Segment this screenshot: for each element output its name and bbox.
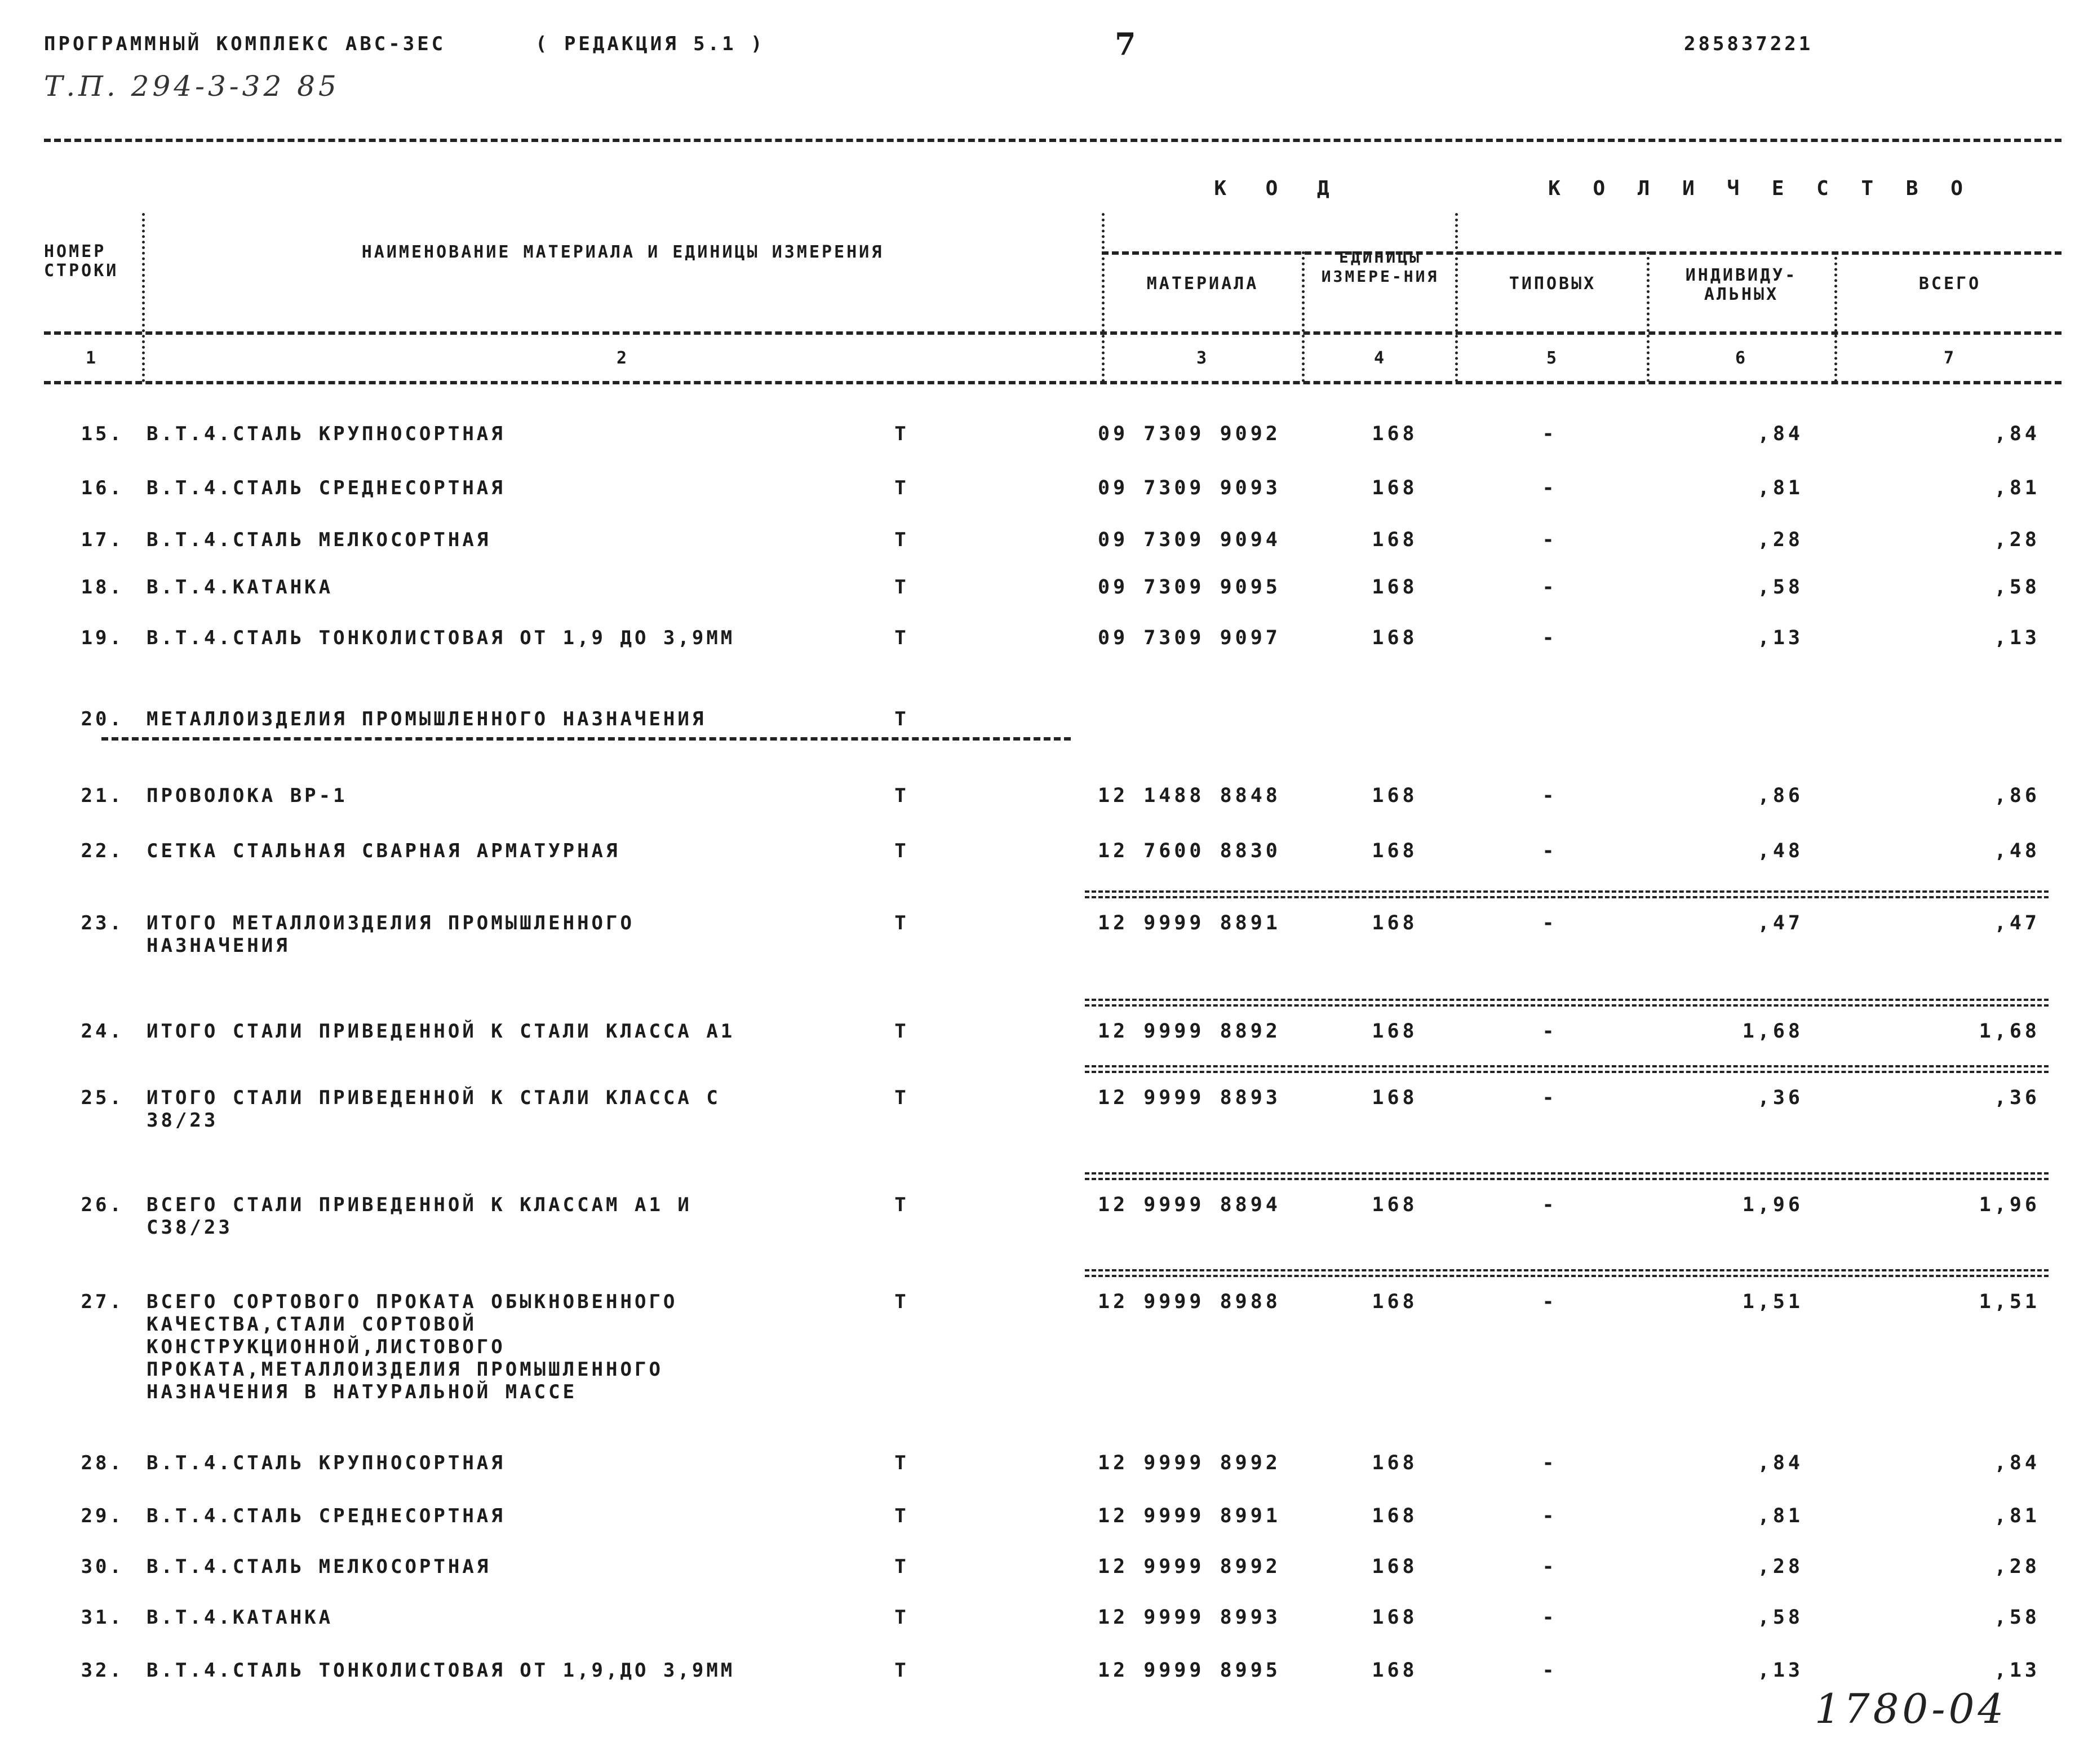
total-separator <box>1085 1172 2049 1180</box>
header-individual: ИНДИВИДУ-АЛЬНЫХ <box>1685 265 1798 304</box>
material-code: 12 1488 8848 <box>1098 785 1281 807</box>
material-name-line: НАЗНАЧЕНИЯ В НАТУРАЛЬНОЙ МАССЕ <box>147 1381 578 1403</box>
material-code: 12 9999 8893 <box>1098 1087 1281 1109</box>
header-row-number: НОМЕР СТРОКИ <box>44 242 119 281</box>
material-name <box>147 1452 506 1474</box>
unit-code: 168 <box>1372 529 1418 551</box>
page-number: 7 <box>1115 26 1136 62</box>
colnum-7: 7 <box>1943 348 1957 368</box>
individual-qty: ,36 <box>1757 1087 1803 1109</box>
typical-qty: - <box>1542 529 1558 551</box>
unit-symbol: Т <box>894 1291 909 1313</box>
total-qty: ,13 <box>1994 627 2040 649</box>
total-qty: ,36 <box>1994 1087 2040 1109</box>
total-qty: ,58 <box>1994 1606 2040 1629</box>
unit-symbol: Т <box>894 1606 909 1629</box>
total-separator <box>1085 890 2049 898</box>
row-number: 18. <box>81 576 124 599</box>
table-top-border <box>44 139 2061 142</box>
document-code: 285837221 <box>1684 33 1814 55</box>
colnum-4: 4 <box>1373 348 1387 368</box>
individual-qty: 1,96 <box>1742 1194 1803 1216</box>
header-bottom-border <box>44 331 2061 335</box>
material-name <box>147 1659 735 1682</box>
colnum-6: 6 <box>1735 348 1748 368</box>
colnum-1: 1 <box>85 348 99 368</box>
material-name <box>147 785 348 807</box>
unit-symbol: Т <box>894 423 909 445</box>
material-name-line: С38/23 <box>147 1216 233 1239</box>
row-number: 25. <box>81 1087 124 1109</box>
material-code: 09 7309 9097 <box>1098 627 1281 649</box>
typical-qty: - <box>1542 1606 1558 1629</box>
colnum-5: 5 <box>1546 348 1559 368</box>
material-code: 12 9999 8992 <box>1098 1555 1281 1578</box>
material-name-line: ПРОВОЛОКА ВР-1 <box>147 785 348 807</box>
program-title: ПРОГРАММНЫЙ КОМПЛЕКС АВС-3ЕС <box>44 33 446 55</box>
total-qty: ,47 <box>1994 912 2040 934</box>
total-qty: ,84 <box>1994 423 2040 445</box>
material-name-line: КОНСТРУКЦИОННОЙ,ЛИСТОВОГО <box>147 1336 506 1358</box>
unit-symbol: Т <box>894 1194 909 1216</box>
total-qty: ,84 <box>1994 1452 2040 1474</box>
material-name <box>147 840 620 862</box>
material-code: 12 9999 8991 <box>1098 1505 1281 1527</box>
material-name-line: В.Т.4.СТАЛЬ КРУПНОСОРТНАЯ <box>147 423 506 445</box>
unit-symbol: Т <box>894 785 909 807</box>
material-code: 12 9999 8892 <box>1098 1020 1281 1043</box>
row-number: 31. <box>81 1606 124 1629</box>
row-number: 28. <box>81 1452 124 1474</box>
material-code: 12 9999 8894 <box>1098 1194 1281 1216</box>
unit-code: 168 <box>1372 1291 1418 1313</box>
unit-symbol: Т <box>894 912 909 934</box>
unit-code: 168 <box>1372 1087 1418 1109</box>
unit-symbol: Т <box>894 1087 909 1109</box>
individual-qty: ,84 <box>1757 1452 1803 1474</box>
individual-qty: ,58 <box>1757 576 1803 599</box>
material-name-line: В.Т.4.КАТАНКА <box>147 1606 334 1629</box>
material-code: 12 9999 8891 <box>1098 912 1281 934</box>
material-name-line: В.Т.4.СТАЛЬ МЕЛКОСОРТНАЯ <box>147 529 491 551</box>
col-sep-5 <box>1647 251 1650 382</box>
material-name-line: НАЗНАЧЕНИЯ <box>147 934 290 957</box>
total-separator <box>1085 999 2049 1007</box>
material-name <box>147 529 491 551</box>
typical-qty: - <box>1542 785 1558 807</box>
material-name-line: ПРОКАТА,МЕТАЛЛОИЗДЕЛИЯ ПРОМЫШЛЕННОГО <box>147 1358 663 1381</box>
unit-symbol: Т <box>894 529 909 551</box>
material-name-line: СЕТКА СТАЛЬНАЯ СВАРНАЯ АРМАТУРНАЯ <box>147 840 620 862</box>
typical-qty: - <box>1542 912 1558 934</box>
total-qty: 1,68 <box>1979 1020 2040 1043</box>
total-qty: ,58 <box>1994 576 2040 599</box>
header-typical: ТИПОВЫХ <box>1509 274 1597 294</box>
handwritten-sheet-number: 1780-04 <box>1815 1685 2007 1732</box>
material-name-line: В.Т.4.КАТАНКА <box>147 576 334 599</box>
col-sep-4 <box>1455 213 1458 382</box>
row-number: 20. <box>81 708 124 730</box>
unit-code: 168 <box>1372 627 1418 649</box>
material-name <box>147 912 635 957</box>
row-number: 30. <box>81 1555 124 1578</box>
typical-qty: - <box>1542 1659 1558 1682</box>
individual-qty: 1,68 <box>1742 1020 1803 1043</box>
unit-code: 168 <box>1372 423 1418 445</box>
individual-qty: ,81 <box>1757 477 1803 499</box>
individual-qty: ,13 <box>1757 1659 1803 1682</box>
row-number: 21. <box>81 785 124 807</box>
material-name <box>147 477 506 499</box>
material-code: 09 7309 9092 <box>1098 423 1281 445</box>
row-number: 22. <box>81 840 124 862</box>
unit-symbol: Т <box>894 1452 909 1474</box>
typical-qty: - <box>1542 1452 1558 1474</box>
typical-qty: - <box>1542 1555 1558 1578</box>
header-total: ВСЕГО <box>1918 274 1981 294</box>
unit-symbol: Т <box>894 477 909 499</box>
row-number: 26. <box>81 1194 124 1216</box>
material-code: 12 9999 8995 <box>1098 1659 1281 1682</box>
individual-qty: ,81 <box>1757 1505 1803 1527</box>
unit-code: 168 <box>1372 912 1418 934</box>
unit-symbol: Т <box>894 1659 909 1682</box>
unit-symbol: Т <box>894 1020 909 1043</box>
material-name <box>147 1087 721 1132</box>
material-name-line: В.Т.4.СТАЛЬ СРЕДНЕСОРТНАЯ <box>147 1505 506 1527</box>
material-name-line: ИТОГО СТАЛИ ПРИВЕДЕННОЙ К СТАЛИ КЛАССА С <box>147 1087 721 1109</box>
individual-qty: ,47 <box>1757 912 1803 934</box>
individual-qty: ,28 <box>1757 529 1803 551</box>
material-name-line: ВСЕГО СОРТОВОГО ПРОКАТА ОБЫКНОВЕННОГО <box>147 1291 678 1313</box>
row-number: 24. <box>81 1020 124 1043</box>
total-qty: ,81 <box>1994 477 2040 499</box>
material-name-line: ИТОГО СТАЛИ ПРИВЕДЕННОЙ К СТАЛИ КЛАССА А1 <box>147 1020 735 1043</box>
colnum-3: 3 <box>1196 348 1209 368</box>
row-number: 29. <box>81 1505 124 1527</box>
typical-qty: - <box>1542 1194 1558 1216</box>
col-sep-3 <box>1302 251 1305 382</box>
total-qty: ,48 <box>1994 840 2040 862</box>
unit-code: 168 <box>1372 1555 1418 1578</box>
material-name <box>147 1505 506 1527</box>
unit-code: 168 <box>1372 1606 1418 1629</box>
total-separator <box>1085 1065 2049 1073</box>
unit-symbol: Т <box>894 1505 909 1527</box>
material-name-line: В.Т.4.СТАЛЬ КРУПНОСОРТНАЯ <box>147 1452 506 1474</box>
material-name-line: ИТОГО МЕТАЛЛОИЗДЕЛИЯ ПРОМЫШЛЕННОГО <box>147 912 635 934</box>
handwritten-reference: Т.П. 294-3-32 85 <box>44 70 340 103</box>
typical-qty: - <box>1542 627 1558 649</box>
material-code: 12 9999 8993 <box>1098 1606 1281 1629</box>
total-qty: ,86 <box>1994 785 2040 807</box>
row-number: 16. <box>81 477 124 499</box>
unit-symbol: Т <box>894 1555 909 1578</box>
unit-code: 168 <box>1372 785 1418 807</box>
material-code: 12 9999 8988 <box>1098 1291 1281 1313</box>
individual-qty: ,86 <box>1757 785 1803 807</box>
header-material-name: НАИМЕНОВАНИЕ МАТЕРИАЛА И ЕДИНИЦЫ ИЗМЕРЕНИЯ <box>361 242 884 262</box>
unit-symbol: Т <box>894 708 909 730</box>
unit-code: 168 <box>1372 477 1418 499</box>
header-material-code: МАТЕРИАЛА <box>1146 274 1259 294</box>
material-code: 09 7309 9095 <box>1098 576 1281 599</box>
total-separator <box>1085 1269 2049 1277</box>
total-qty: 1,51 <box>1979 1291 2040 1313</box>
material-name <box>147 1606 333 1629</box>
material-name-line: 38/23 <box>147 1109 219 1132</box>
material-name <box>147 1291 677 1403</box>
individual-qty: ,58 <box>1757 1606 1803 1629</box>
material-name <box>147 1194 692 1239</box>
material-name <box>147 627 735 649</box>
row-number: 17. <box>81 529 124 551</box>
row-number: 15. <box>81 423 124 445</box>
individual-qty: ,13 <box>1757 627 1803 649</box>
subheader-border <box>1102 251 2061 255</box>
material-name <box>147 576 333 599</box>
material-code: 09 7309 9094 <box>1098 529 1281 551</box>
material-code: 12 7600 8830 <box>1098 840 1281 862</box>
unit-code: 168 <box>1372 576 1418 599</box>
unit-code: 168 <box>1372 1659 1418 1682</box>
material-name <box>147 423 506 445</box>
edition-label: ( РЕДАКЦИЯ 5.1 ) <box>535 33 765 55</box>
unit-code: 168 <box>1372 840 1418 862</box>
total-qty: ,13 <box>1994 1659 2040 1682</box>
typical-qty: - <box>1542 1505 1558 1527</box>
material-name <box>147 1020 735 1043</box>
material-name-line: В.Т.4.СТАЛЬ ТОНКОЛИСТОВАЯ ОТ 1,9,ДО 3,9ММ <box>147 1659 735 1682</box>
material-name-line: ВСЕГО СТАЛИ ПРИВЕДЕННОЙ К КЛАССАМ А1 И <box>147 1194 692 1216</box>
header-code-group: К О Д <box>1214 177 1343 200</box>
row-number: 19. <box>81 627 124 649</box>
total-qty: ,28 <box>1994 529 2040 551</box>
total-qty: ,28 <box>1994 1555 2040 1578</box>
unit-code: 168 <box>1372 1452 1418 1474</box>
unit-symbol: Т <box>894 576 909 599</box>
row-number: 27. <box>81 1291 124 1313</box>
typical-qty: - <box>1542 1020 1558 1043</box>
row-number: 32. <box>81 1659 124 1682</box>
total-qty: ,81 <box>1994 1505 2040 1527</box>
individual-qty: ,48 <box>1757 840 1803 862</box>
individual-qty: 1,51 <box>1742 1291 1803 1313</box>
col-sep-1 <box>142 213 145 382</box>
row-number: 23. <box>81 912 124 934</box>
material-name-line: В.Т.4.СТАЛЬ МЕЛКОСОРТНАЯ <box>147 1555 491 1578</box>
unit-symbol: Т <box>894 627 909 649</box>
colnum-bottom-border <box>44 381 2061 384</box>
typical-qty: - <box>1542 477 1558 499</box>
material-code: 12 9999 8992 <box>1098 1452 1281 1474</box>
individual-qty: ,84 <box>1757 423 1803 445</box>
unit-symbol: Т <box>894 840 909 862</box>
material-name-line: МЕТАЛЛОИЗДЕЛИЯ ПРОМЫШЛЕННОГО НАЗНАЧЕНИЯ <box>147 708 707 730</box>
unit-code: 168 <box>1372 1194 1418 1216</box>
unit-code: 168 <box>1372 1505 1418 1527</box>
material-name <box>147 1555 491 1578</box>
material-name-line: В.Т.4.СТАЛЬ ТОНКОЛИСТОВАЯ ОТ 1,9 ДО 3,9ММ <box>147 627 735 649</box>
typical-qty: - <box>1542 1087 1558 1109</box>
individual-qty: ,28 <box>1757 1555 1803 1578</box>
typical-qty: - <box>1542 423 1558 445</box>
typical-qty: - <box>1542 1291 1558 1313</box>
header-quantity-group: К О Л И Ч Е С Т В О <box>1548 177 1973 200</box>
material-code: 09 7309 9093 <box>1098 477 1281 499</box>
colnum-2: 2 <box>616 348 629 368</box>
material-name-line: В.Т.4.СТАЛЬ СРЕДНЕСОРТНАЯ <box>147 477 506 499</box>
unit-code: 168 <box>1372 1020 1418 1043</box>
col-sep-6 <box>1834 251 1837 382</box>
typical-qty: - <box>1542 576 1558 599</box>
section-underline <box>101 737 1071 741</box>
total-qty: 1,96 <box>1979 1194 2040 1216</box>
header-unit-code: ЕДИНИЦЫ ИЗМЕРЕ-НИЯ <box>1321 248 1439 286</box>
material-name-line: КАЧЕСТВА,СТАЛИ СОРТОВОЙ <box>147 1313 477 1336</box>
material-name <box>147 708 706 730</box>
typical-qty: - <box>1542 840 1558 862</box>
